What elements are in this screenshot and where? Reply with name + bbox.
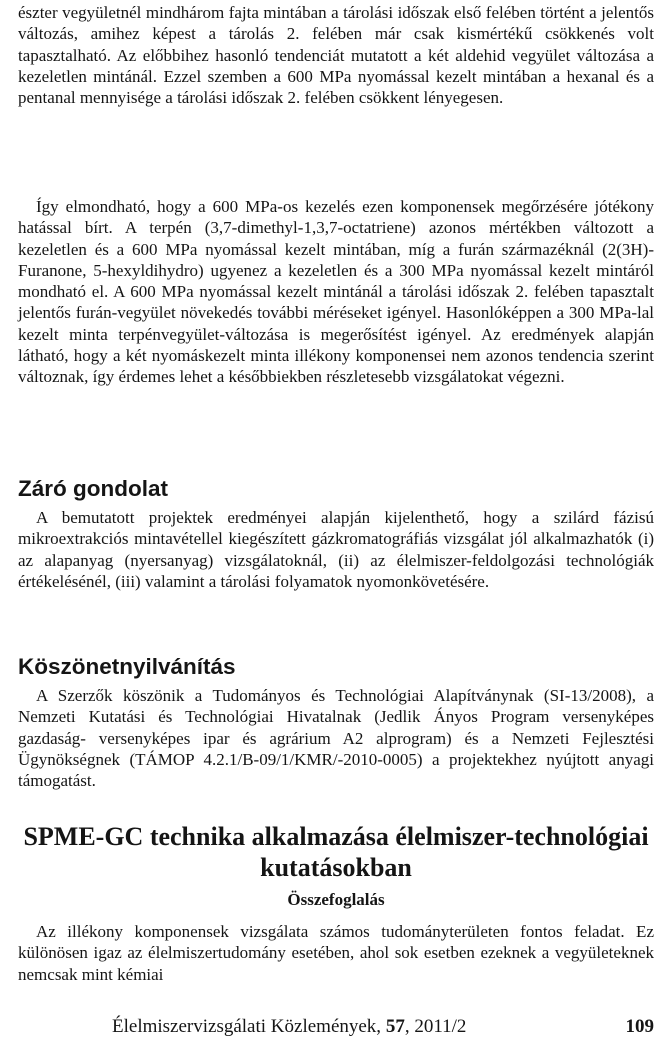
article-title: SPME-GC technika alkalmazása élelmiszer-technológiai kutatásokban <box>23 822 649 882</box>
journal-issue: , 2011/2 <box>404 1016 467 1037</box>
section-heading-acknowledgements: Köszönetnyilvánítás <box>18 654 236 679</box>
page-number: 109 <box>625 1016 654 1037</box>
paragraph-storage-results: észter vegyületnél mindhárom fajta mintában a tárolási időszak első felében történt a jelentős változás, amihez képest a tárolás 2. felében már csak kismértékű csökkenés volt tapasztalható. Az előbbihez hasonló tendenciát mutatott a két aldehid vegyület változása a kezeletlen mintánál. Ezzel szemben a 600 MPa nyomással kezelt mintában a hexanal és a pentanal mennyisége a tárolási időszak 2. felében csökkent lényegesen. <box>18 3 654 108</box>
paragraph-conclusion-terpene: Így elmondható, hogy a 600 MPa-os kezelés ezen komponensek megőrzésére jótékony hatással bírt. A terpén (3,7-dimethyl-1,3,7-octatriene) azonos mértékben változott a kezeletlen és a 600 MPa nyomással kezelt mintában, míg a furán származéknál (2(3H)-Furanone, 5-hexyldihydro) ugyenez a kezeletlen és a 300 MPa nyomással kezelt mintáról mondható el. A 600 MPa nyomással kezelt mintánál a tárolási időszak 2. felében tapasztalt jelentős furán-vegyület növekedés további méréseket igényel. Hasonlóképpen a 300 MPa-lal kezelt minta terpénvegyület-változása is megerősítést igényel. Az eredmények alapján látható, hogy a két nyomáskezelt minta illékony komponensei nem azonos tendencia szerint változnak, így érdemes lehet a későbbiekben részletesebb vizsgálatokat végezni. <box>18 197 654 387</box>
paragraph-summary: Az illékony komponensek vizsgálata számos tudományterületen fontos feladat. Ez különösen igaz az élelmiszertudomány esetében, ahol sok esetben ezeknek a vegyületeknek nemcsak mint kémiai <box>18 922 654 984</box>
journal-volume: 57 <box>385 1016 405 1037</box>
journal-citation <box>112 1016 466 1038</box>
section-heading-closing-thoughts: Záró gondolat <box>18 476 168 501</box>
summary-heading: Összefoglalás <box>287 890 385 909</box>
paragraph-closing-thoughts: A bemutatott projektek eredményei alapján kijelenthető, hogy a szilárd fázisú mikroextrakciós mintavétellel kiegészített gázkromatográfiás vizsgálat jól alkalmazhatók (i) az alapanyag (nyersanyag) vizsgálatoknál, (ii) az élelmiszer-feldolgozási technológiák értékelésénél, (iii) valamint a tárolási folyamatok nyomonkövetésére. <box>18 508 654 591</box>
paragraph-acknowledgements: A Szerzők köszönik a Tudományos és Technológiai Alapítványnak (SI-13/2008), a Nemzeti Kutatási és Technológiai Hivatalnak (Jedlik Ányos Program versenyképes gazdaság- versenyképes ipar és agrárium A2 alprogram) és a Nemzeti Fejlesztési Ügynökségnek (TÁMOP 4.2.1/B-09/1/KMR/-2010-0005) a projektekhez nyújtott anyagi támogatást. <box>18 686 654 791</box>
journal-name: Élelmiszervizsgálati Közlemények, <box>112 1016 386 1037</box>
